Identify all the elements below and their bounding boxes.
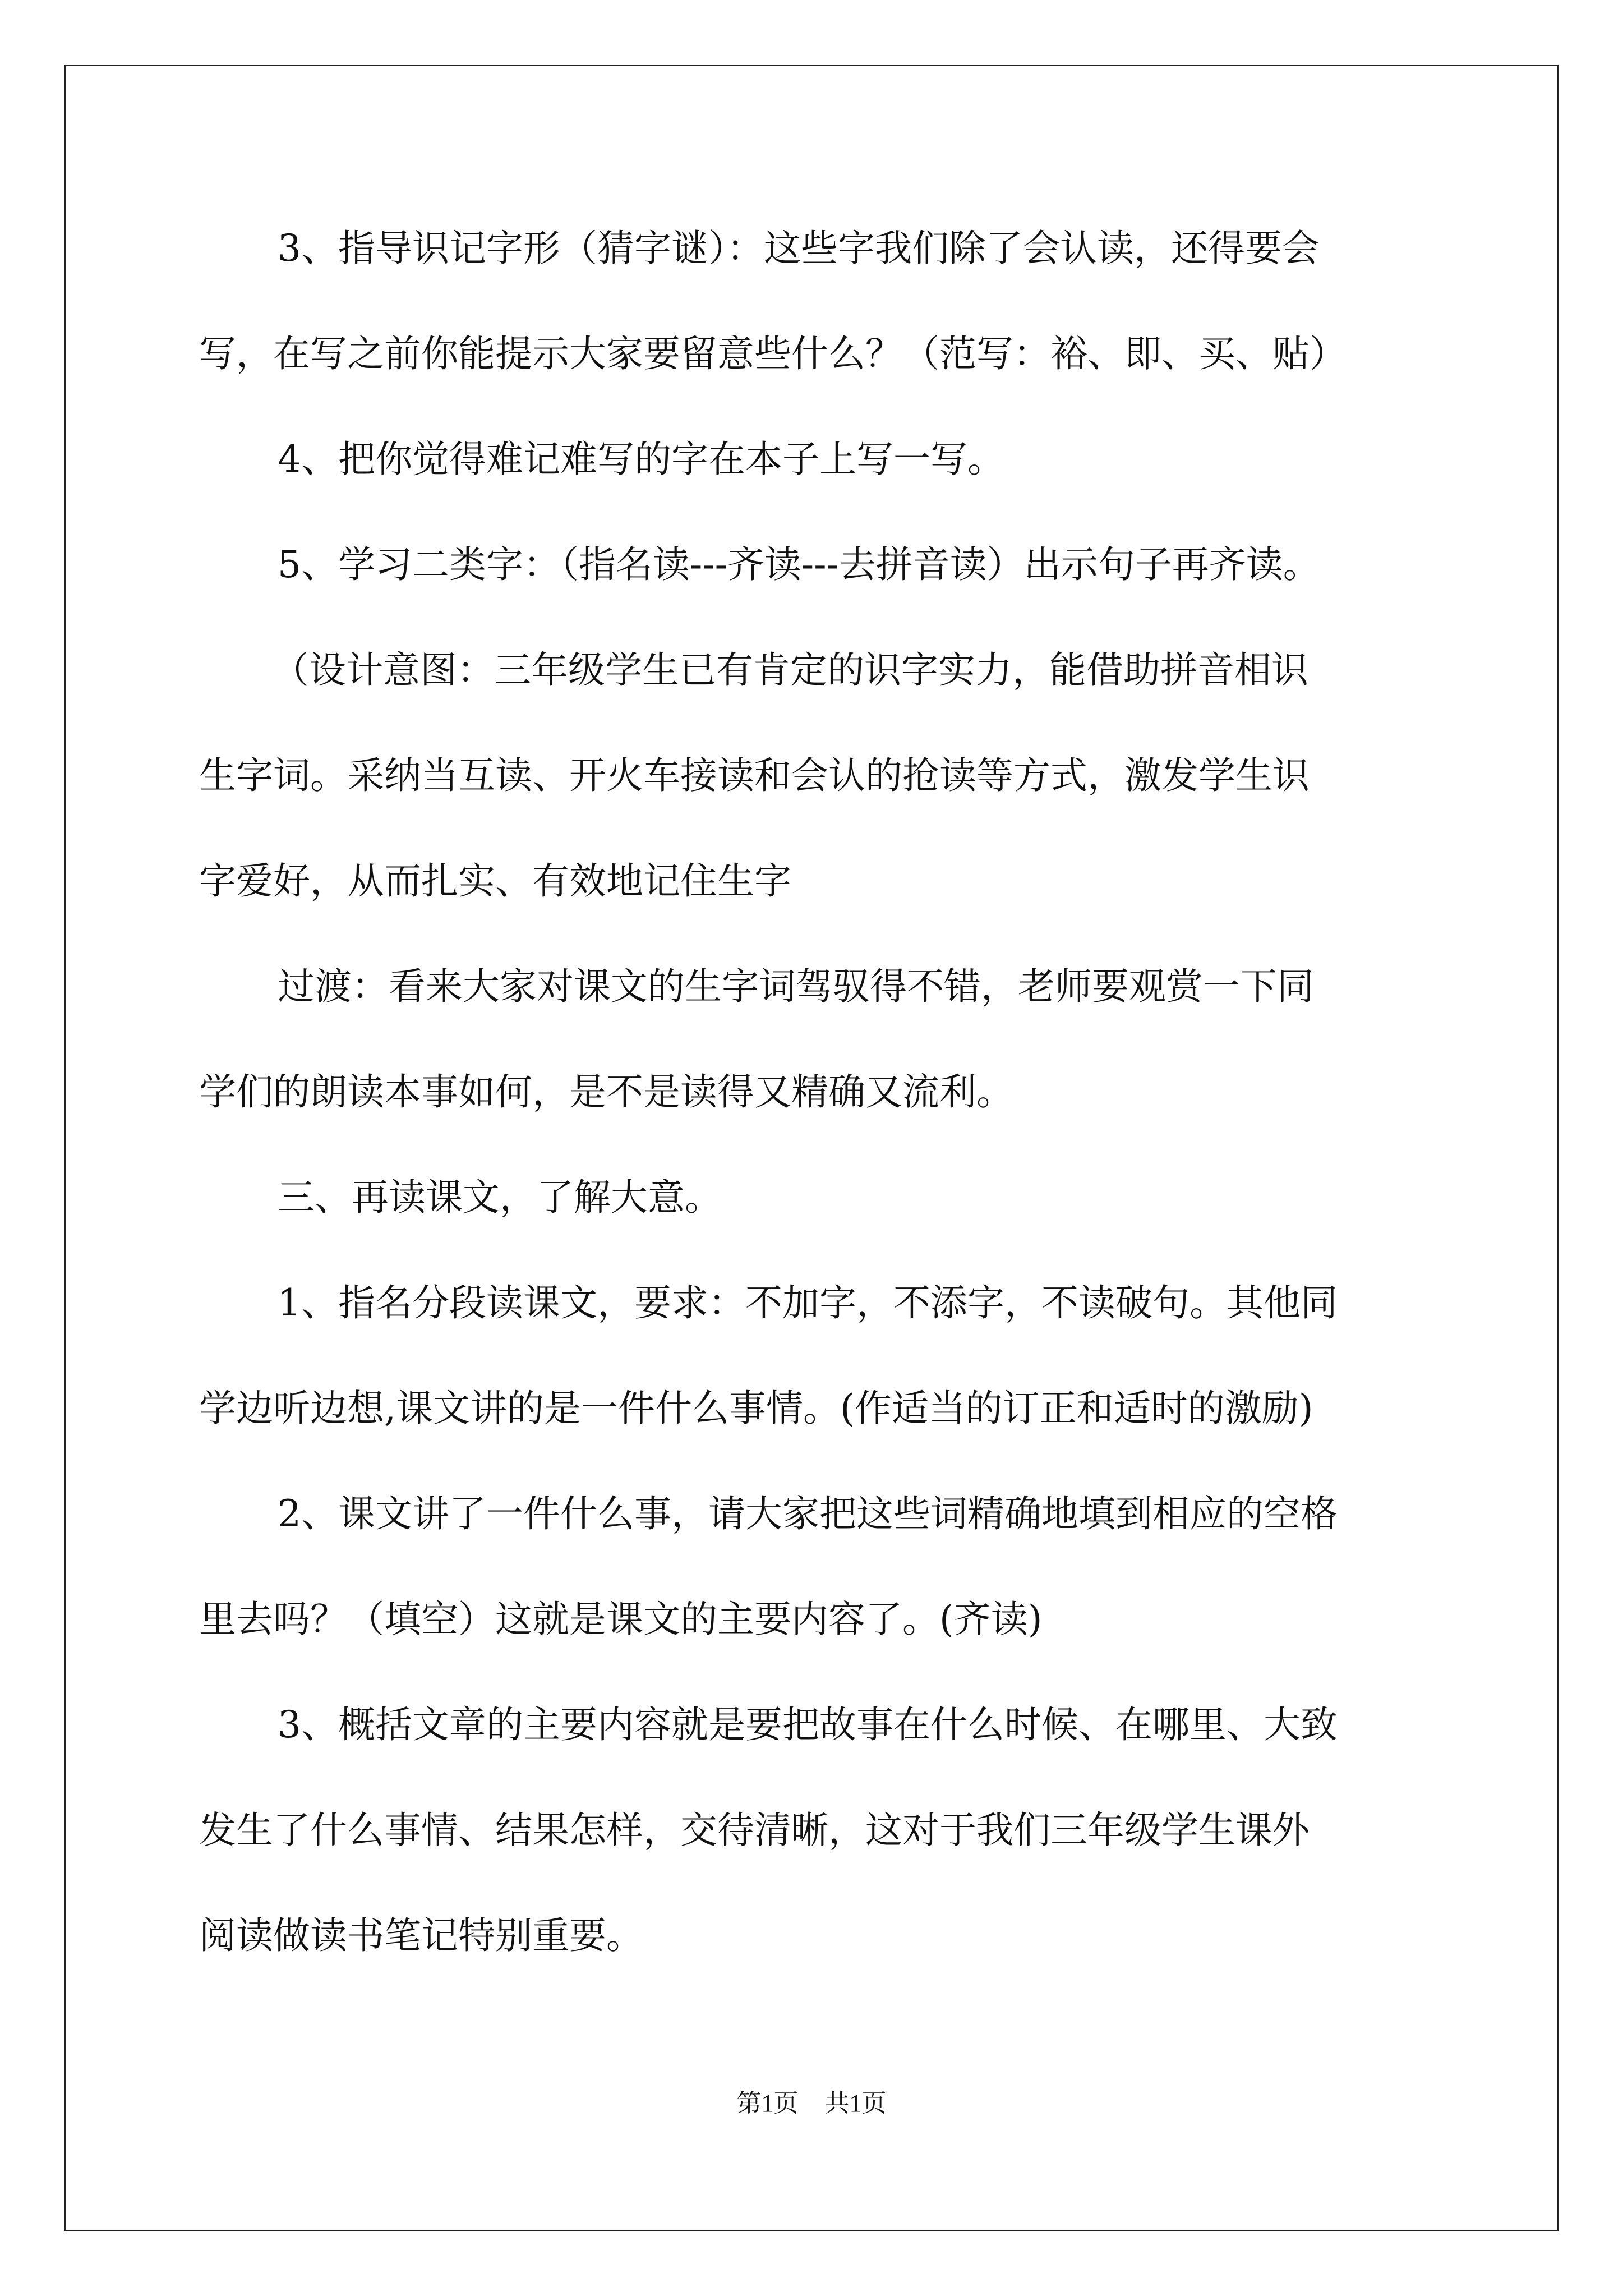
text-line: 学们的朗读本事如何，是不是读得又精确又流利。 (199, 1070, 1013, 1114)
text-line: 3、概括文章的主要内容就是要把故事在什么时候、在哪里、大致 (278, 1703, 1338, 1746)
text-line: 3、指导识记字形（猜字谜）：这些字我们除了会认读，还得要会 (278, 227, 1319, 270)
text-line: 生字词。采纳当互读、开火车接读和会认的抢读等方式，激发学生识 (199, 754, 1310, 797)
text-line: 5、学习二类字：（指名读---齐读---去拼音读）出示句子再齐读。 (278, 543, 1320, 586)
text-line: 三、再读课文，了解大意。 (278, 1176, 722, 1219)
text-line: 写，在写之前你能提示大家要留意些什么？（范写：裕、即、买、贴） (199, 332, 1347, 375)
text-line: （设计意图：三年级学生已有肯定的识字实力，能借助拼音相识 (272, 648, 1308, 692)
text-line: 2、课文讲了一件什么事，请大家把这些词精确地填到相应的空格 (278, 1492, 1338, 1535)
page-number: 第1页 (736, 2090, 799, 2117)
page-footer (0, 2087, 1623, 2120)
text-line: 1、指名分段读课文，要求：不加字，不添字，不读破句。其他同 (278, 1281, 1338, 1324)
text-line: 发生了什么事情、结果怎样，交待清晰，这对于我们三年级学生课外 (199, 1809, 1310, 1852)
text-line: 字爱好，从而扎实、有效地记住生字 (199, 859, 791, 903)
text-line: 阅读做读书笔记特别重要。 (199, 1914, 643, 1957)
text-line: 学边听边想,课文讲的是一件什么事情。(作适当的订正和适时的激励) (199, 1387, 1313, 1430)
text-line: 里去吗？（填空）这就是课文的主要内容了。(齐读) (199, 1598, 1043, 1641)
document-body (199, 222, 1433, 1963)
text-line: 4、把你觉得难记难写的字在本子上写一写。 (278, 438, 1004, 481)
text-line: 过渡：看来大家对课文的生字词驾驭得不错，老师要观赏一下同 (278, 965, 1314, 1008)
page-total: 共1页 (824, 2090, 887, 2117)
